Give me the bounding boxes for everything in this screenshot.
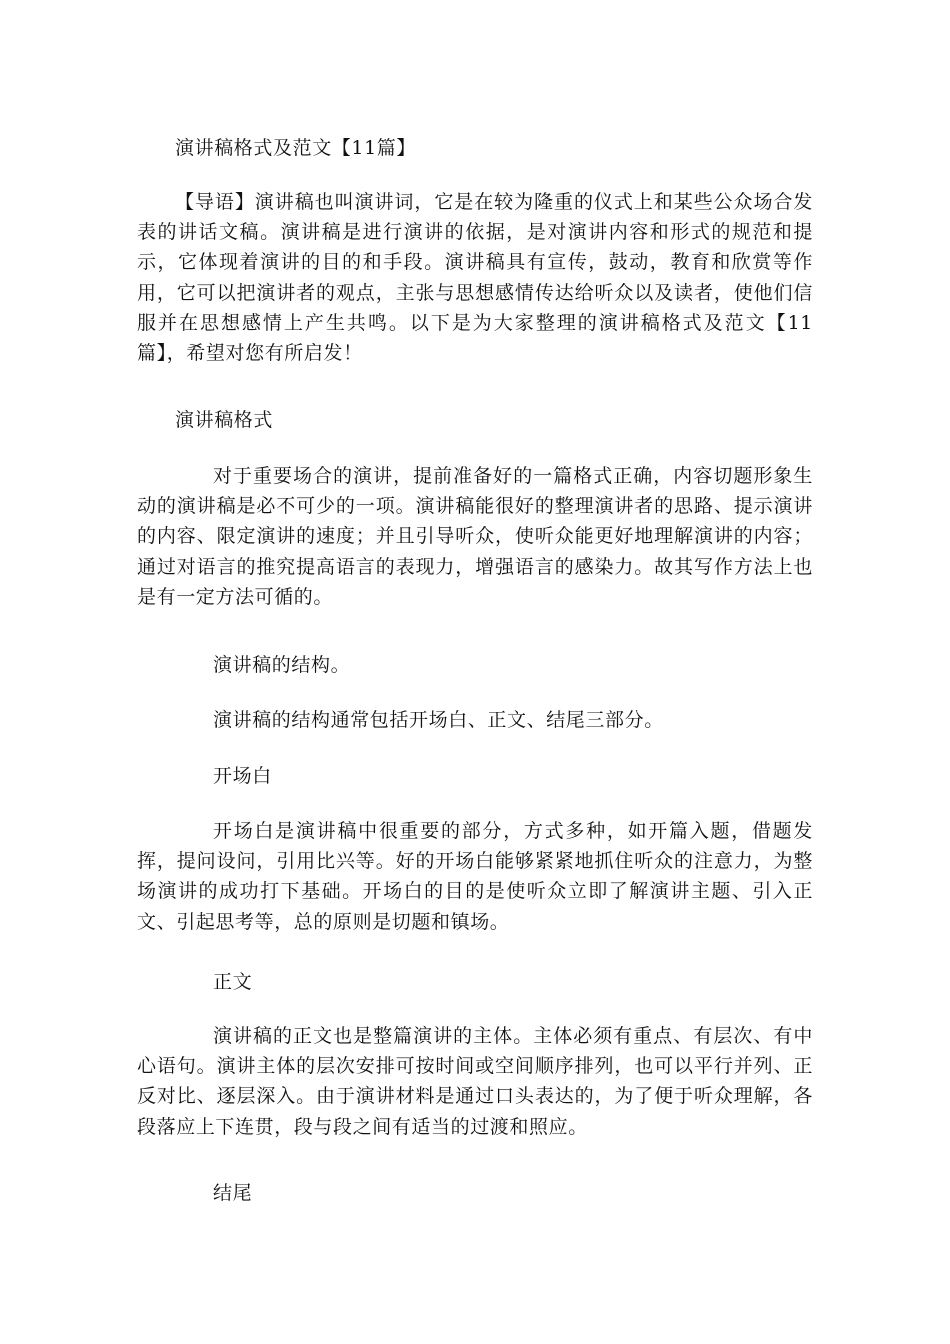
body-paragraph: 演讲稿的正文也是整篇演讲的主体。主体必须有重点、有层次、有中心语句。演讲主体的层次安排可按时间或空间顺序排列，也可以平行并列、正反对比、逐层深入。由于演讲材料是通过口头表达的，为了便于听众理解，各段落应上下连贯，段与段之间有适当的过渡和照应。 [137,1025,813,1138]
document-title: 演讲稿格式及范文【11篇】 [175,137,416,159]
section-heading-format: 演讲稿格式 [175,409,274,431]
ending-heading: 结尾 [213,1182,253,1204]
format-paragraph: 对于重要场合的演讲，提前准备好的一篇格式正确，内容切题形象生动的演讲稿是必不可少的一项。演讲稿能很好的整理演讲者的思路、提示演讲的内容、限定演讲的速度；并且引导听众，使听众能更好地理解演讲的内容；通过对语言的推究提高语言的表现力，增强语言的感染力。故其写作方法上也是有一定方法可循的。 [137,465,813,608]
intro-paragraph: 【导语】演讲稿也叫演讲词，它是在较为隆重的仪式上和某些公众场合发表的讲话文稿。演讲稿是进行演讲的依据，是对演讲内容和形式的规范和提示，它体现着演讲的目的和手段。演讲稿具有宣传，鼓动，教育和欣赏等作用，它可以把演讲者的观点，主张与思想感情传达给听众以及读者，使他们信服并在思想感情上产生共鸣。以下是为大家整理的演讲稿格式及范文【11篇】，希望对您有所启发！ [137,191,813,365]
opening-heading: 开场白 [213,765,272,787]
structure-heading: 演讲稿的结构。 [213,654,351,676]
structure-paragraph: 演讲稿的结构通常包括开场白、正文、结尾三部分。 [213,709,664,731]
opening-paragraph: 开场白是演讲稿中很重要的部分，方式多种，如开篇入题，借题发挥，提问设问，引用比兴等。好的开场白能够紧紧地抓住听众的注意力，为整场演讲的成功打下基础。开场白的目的是使听众立即了解演讲主题、引入正文、引起思考等，总的原则是切题和镇场。 [137,820,813,933]
body-heading: 正文 [213,971,253,993]
